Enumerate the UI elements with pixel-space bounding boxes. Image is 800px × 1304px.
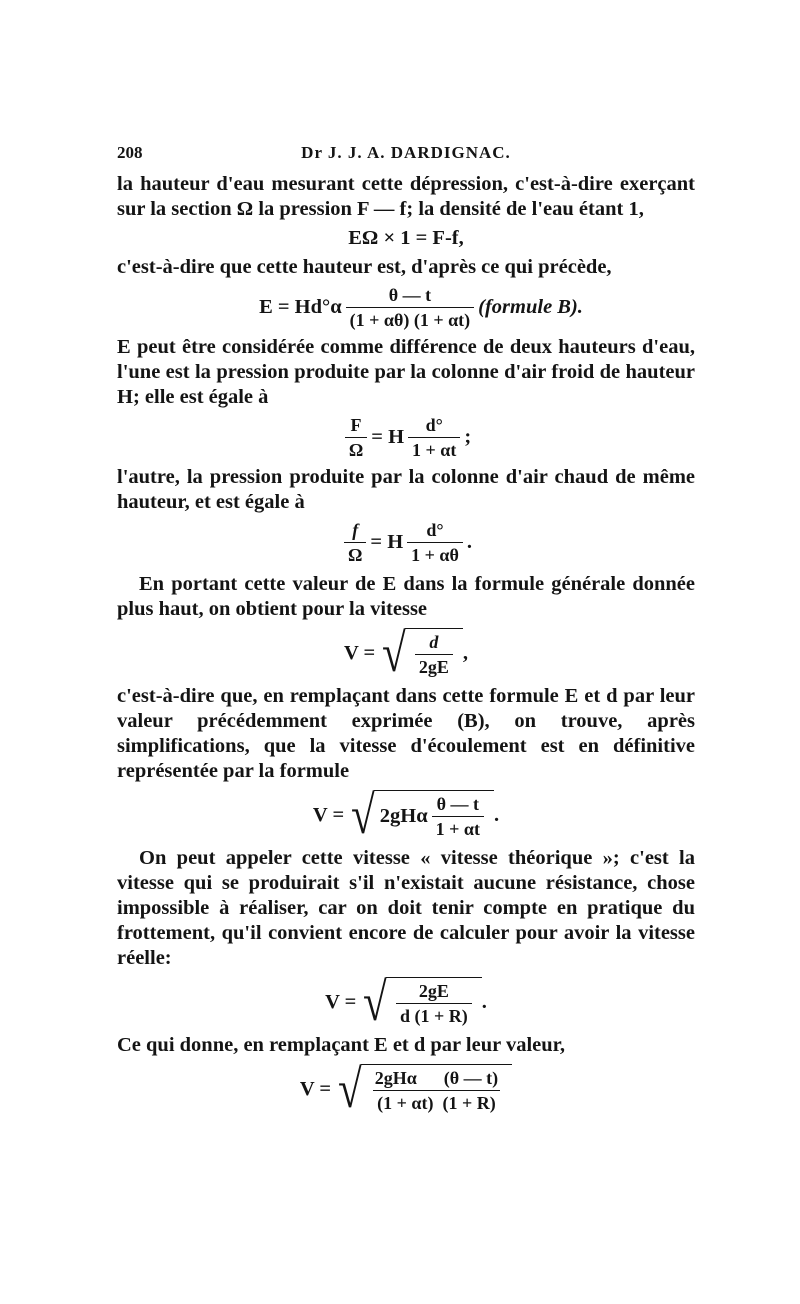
page-number: 208 [117,143,143,162]
equation-2-numerator: θ — t [388,285,432,305]
equation-3-numerator: d° [425,415,443,435]
equation-6-numerator: θ — t [436,794,480,814]
equation-5-radicand [405,628,463,678]
page-header [117,140,695,166]
equation-5 [117,623,695,683]
equation-2-fraction [346,284,474,331]
paragraph-8: Ce qui donne, en remplaçant E et d par leur valeur, [117,1034,565,1056]
equation-6-radicand [374,790,494,840]
book-page [117,140,695,1120]
equation-3-end: ; [464,426,472,448]
sqrt-sign-icon: √ [338,1059,362,1119]
equation-7-denominator: d (1 + R) [396,1003,472,1027]
equation-4-lhs-num: f [352,520,359,540]
equation-5-numerator: d [429,632,439,652]
equation-7-end: . [481,990,487,1013]
equation-7-radicand [386,977,482,1027]
equation-8-numerator: 2gHα (θ — t) [374,1068,499,1088]
equation-4-end: . [466,531,472,553]
equation-6-lhs: V = [312,803,345,826]
paragraph-7: On peut appeler cette vitesse « vitesse théorique »; c'est la vitesse qui se produirait s'il n'existait aucune résistance, chose impossible à réaliser, car on doit tenir compte en pratique du frottement, qu'il convient encore de calculer pour avoir la vitesse réelle: [117,847,695,969]
equation-6-root [348,785,494,845]
sqrt-sign-icon: √ [351,785,375,845]
equation-4-denominator: 1 + αθ [407,542,463,566]
equation-1 [117,226,695,251]
equation-6-prefix: 2gHα [379,805,428,827]
equation-7-lhs: V = [325,990,357,1013]
equation-4-lhs [344,519,366,566]
equation-5-end: , [462,641,469,664]
equation-3-fraction [408,414,460,461]
equation-4 [117,519,695,566]
equation-4-mid: = H [370,531,404,553]
equation-7-root [360,972,481,1032]
equation-2-denominator: (1 + αθ) (1 + αt) [346,307,474,331]
equation-8-root [335,1059,512,1119]
equation-8-radicand [361,1064,512,1114]
paragraph-4: l'autre, la pression produite par la colonne d'air chaud de même hauteur, et est égale à [117,466,695,513]
equation-5-lhs: V = [343,641,376,664]
equation-3 [117,414,695,461]
equation-8 [117,1059,695,1119]
equation-7-numerator: 2gE [418,981,449,1001]
equation-7-fraction [396,980,472,1027]
equation-8-lhs: V = [299,1077,332,1100]
equation-6 [117,785,695,845]
equation-3-lhs-den: Ω [345,437,367,461]
paragraph-6: c'est-à-dire que, en remplaçant dans cette formule E et d par leur valeur précédemment exprimée (B), on trouve, après simplifications, que la vitesse d'écoulement est en définitive représentée par la formule [117,685,695,782]
paragraph-2: c'est-à-dire que cette hauteur est, d'après ce qui précède, [117,256,612,278]
equation-3-denominator: 1 + αt [408,437,460,461]
paragraph-5: En portant cette valeur de E dans la formule générale donnée plus haut, on obtient pour la vitesse [117,573,695,620]
equation-3-lhs-num: F [350,415,362,435]
equation-1-text: EΩ × 1 = F-f, [348,227,464,249]
equation-8-fraction [371,1067,502,1114]
equation-3-mid: = H [371,426,405,448]
equation-5-fraction [415,631,453,678]
equation-8-denominator: (1 + αt) (1 + R) [373,1090,500,1114]
running-title: Dr J. J. A. DARDIGNAC. [301,143,511,162]
equation-6-denominator: 1 + αt [432,816,484,840]
equation-4-lhs-den: Ω [344,542,366,566]
equation-6-fraction [432,793,484,840]
sqrt-sign-icon: √ [363,972,388,1032]
equation-formula-b [147,284,695,331]
equation-6-end: . [493,803,500,826]
equation-4-fraction [407,519,463,566]
equation-3-lhs [345,414,367,461]
sqrt-sign-icon: √ [382,623,406,683]
equation-2-lhs: E = Hd°α [259,296,342,318]
equation-5-denominator: 2gE [415,654,453,678]
paragraph-3: E peut être considérée comme différence de deux hauteurs d'eau, l'une est la pression produite par la colonne d'air froid de hauteur H; elle est égale à [117,336,695,408]
paragraph-1: la hauteur d'eau mesurant cette dépression, c'est-à-dire exerçant sur la section Ω la pression F — f; la densité de l'eau étant 1, [117,173,695,220]
equation-7 [117,972,695,1032]
equation-5-root [379,623,463,683]
equation-4-numerator: d° [426,520,444,540]
equation-2-note: (formule B). [478,296,583,318]
